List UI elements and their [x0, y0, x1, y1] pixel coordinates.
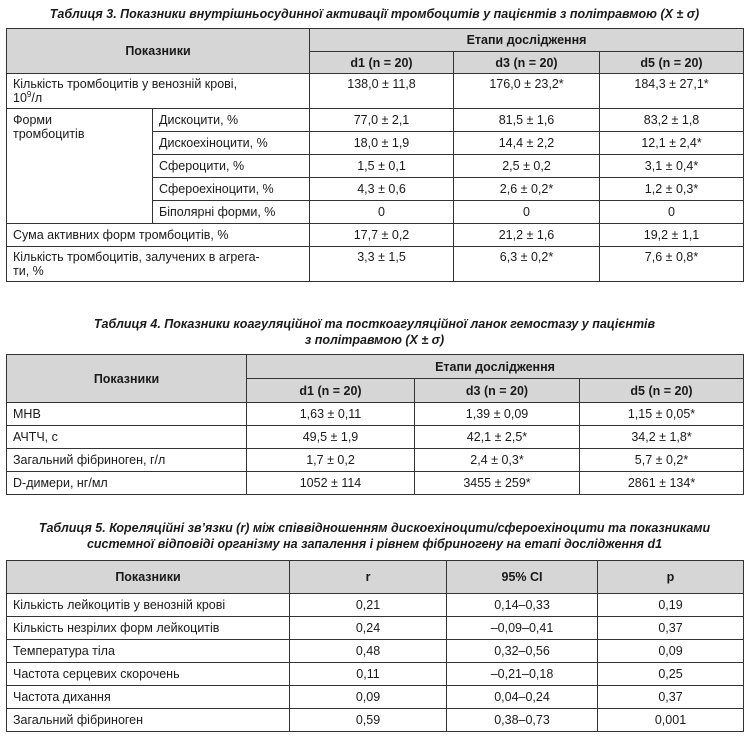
table5-caption — [0, 520, 749, 552]
cell-d1: 17,7 ± 0,2 — [310, 224, 454, 247]
table-row — [7, 247, 744, 282]
cell-d3: 176,0 ± 23,2* — [454, 74, 600, 109]
cell-r: 0,24 — [290, 617, 447, 640]
table4-stage-d1: d1 (n = 20) — [247, 379, 415, 403]
row-label: Дискоцити, % — [153, 109, 310, 132]
cell-ci: 0,38–0,73 — [447, 709, 598, 732]
table-row — [7, 449, 744, 472]
cell-d1: 3,3 ± 1,5 — [310, 247, 454, 282]
cell-r: 0,09 — [290, 686, 447, 709]
cell-d3: 2,4 ± 0,3* — [415, 449, 580, 472]
cell-p: 0,37 — [598, 617, 744, 640]
row-label: Загальний фібриноген — [7, 709, 290, 732]
row-label: Сума активних форм тромбоцитів, % — [7, 224, 310, 247]
table4-caption — [0, 316, 749, 348]
table4-caption-line2: з політравмою (X ± σ) — [304, 333, 445, 347]
cell-d3: 14,4 ± 2,2 — [454, 132, 600, 155]
cell-d1: 77,0 ± 2,1 — [310, 109, 454, 132]
table-row — [7, 617, 744, 640]
table3-stage-d1: d1 (n = 20) — [310, 52, 454, 74]
forms-group-line1: Форми — [13, 113, 52, 127]
table4 — [6, 354, 744, 495]
table5-caption-line1: Таблиця 5. Кореляційні зв’язки (r) між співвідношенням дискоехіноцити/сфероехіноцити та показниками — [38, 521, 711, 535]
row-label: Сфероехіноцити, % — [153, 178, 310, 201]
table-row — [7, 74, 744, 109]
cell-d5: 83,2 ± 1,8 — [600, 109, 744, 132]
table-row — [7, 663, 744, 686]
cell-d5: 1,2 ± 0,3* — [600, 178, 744, 201]
table4-header-indicators: Показники — [7, 355, 247, 403]
table5-caption-line2: системної відповіді організму на запалення і рівнем фібриногену на етапі дослідження d1 — [86, 537, 663, 551]
table-row — [7, 709, 744, 732]
table3 — [6, 28, 744, 282]
cell-d5: 3,1 ± 0,4* — [600, 155, 744, 178]
cell-d3: 21,2 ± 1,6 — [454, 224, 600, 247]
cell-d5: 2861 ± 134* — [580, 472, 744, 495]
cell-d5: 34,2 ± 1,8* — [580, 426, 744, 449]
cell-p: 0,25 — [598, 663, 744, 686]
row-label: Кількість незрілих форм лейкоцитів — [7, 617, 290, 640]
cell-d1: 4,3 ± 0,6 — [310, 178, 454, 201]
cell-d5: 1,15 ± 0,05* — [580, 403, 744, 426]
table3-caption — [0, 6, 749, 22]
cell-ci: –0,09–0,41 — [447, 617, 598, 640]
cell-d3: 81,5 ± 1,6 — [454, 109, 600, 132]
cell-ci: 0,04–0,24 — [447, 686, 598, 709]
cell-p: 0,09 — [598, 640, 744, 663]
row-label — [7, 247, 310, 282]
cell-d1: 18,0 ± 1,9 — [310, 132, 454, 155]
cell-ci: 0,14–0,33 — [447, 594, 598, 617]
row-label: МНВ — [7, 403, 247, 426]
row-label: Сфероцити, % — [153, 155, 310, 178]
cell-r: 0,21 — [290, 594, 447, 617]
cell-r: 0,11 — [290, 663, 447, 686]
cell-d3: 1,39 ± 0,09 — [415, 403, 580, 426]
forms-group-line2: тромбоцитів — [13, 127, 85, 141]
cell-d1: 0 — [310, 201, 454, 224]
cell-d3: 2,6 ± 0,2* — [454, 178, 600, 201]
cell-d5: 5,7 ± 0,2* — [580, 449, 744, 472]
table5-header-ci: 95% CI — [447, 561, 598, 594]
platelets-label-base: 10 — [13, 91, 27, 105]
table5-header-row — [7, 561, 744, 594]
row-label: D-димери, нг/мл — [7, 472, 247, 495]
cell-p: 0,001 — [598, 709, 744, 732]
cell-ci: –0,21–0,18 — [447, 663, 598, 686]
row-label: Дискоехіноцити, % — [153, 132, 310, 155]
table3-header-indicators: Показники — [7, 29, 310, 74]
aggregates-label-line1: Кількість тромбоцитів, залучених в агрега- — [13, 250, 260, 264]
table-row — [7, 224, 744, 247]
row-label — [7, 74, 310, 109]
cell-d5: 0 — [600, 201, 744, 224]
row-label: Загальний фібриноген, г/л — [7, 449, 247, 472]
cell-d5: 19,2 ± 1,1 — [600, 224, 744, 247]
table5 — [6, 560, 744, 732]
platelets-label-unit: /л — [31, 91, 43, 105]
cell-d5: 7,6 ± 0,8* — [600, 247, 744, 282]
cell-p: 0,37 — [598, 686, 744, 709]
row-label: АЧТЧ, с — [7, 426, 247, 449]
table4-caption-line1: Таблиця 4. Показники коагуляційної та посткоагуляційної ланок гемостазу у пацієнтів — [93, 317, 656, 331]
table3-stage-d5: d5 (n = 20) — [600, 52, 744, 74]
table3-header-stages: Етапи дослідження — [310, 29, 744, 52]
cell-d1: 1,7 ± 0,2 — [247, 449, 415, 472]
row-label: Біполярні форми, % — [153, 201, 310, 224]
cell-d5: 184,3 ± 27,1* — [600, 74, 744, 109]
table3-caption-text: Таблиця 3. Показники внутрішньосудинної активації тромбоцитів у пацієнтів з політравмою (X ± σ) — [49, 7, 700, 21]
cell-d3: 0 — [454, 201, 600, 224]
table4-header-row — [7, 355, 744, 379]
row-label: Температура тіла — [7, 640, 290, 663]
cell-d3: 2,5 ± 0,2 — [454, 155, 600, 178]
cell-d5: 12,1 ± 2,4* — [600, 132, 744, 155]
table-row — [7, 472, 744, 495]
cell-ci: 0,32–0,56 — [447, 640, 598, 663]
table4-stage-d3: d3 (n = 20) — [415, 379, 580, 403]
cell-r: 0,59 — [290, 709, 447, 732]
table-row — [7, 403, 744, 426]
platelets-label-line1: Кількість тромбоцитів у венозній крові, — [13, 77, 238, 91]
table3-header-row — [7, 29, 744, 52]
table5-header-r: r — [290, 561, 447, 594]
aggregates-label-line2: ти, % — [13, 264, 44, 278]
row-label: Кількість лейкоцитів у венозній крові — [7, 594, 290, 617]
forms-group-label — [7, 109, 153, 224]
cell-d3: 3455 ± 259* — [415, 472, 580, 495]
cell-d3: 6,3 ± 0,2* — [454, 247, 600, 282]
cell-d1: 1,5 ± 0,1 — [310, 155, 454, 178]
row-label: Частота серцевих скорочень — [7, 663, 290, 686]
cell-d1: 1,63 ± 0,11 — [247, 403, 415, 426]
row-label: Частота дихання — [7, 686, 290, 709]
cell-d1: 1052 ± 114 — [247, 472, 415, 495]
cell-d1: 49,5 ± 1,9 — [247, 426, 415, 449]
table4-header-stages: Етапи дослідження — [247, 355, 744, 379]
platelets-label-exp: 9 — [26, 89, 32, 99]
table-row — [7, 109, 744, 132]
table5-header-indicators: Показники — [7, 561, 290, 594]
table-row — [7, 426, 744, 449]
cell-d3: 42,1 ± 2,5* — [415, 426, 580, 449]
table-row — [7, 686, 744, 709]
cell-p: 0,19 — [598, 594, 744, 617]
cell-r: 0,48 — [290, 640, 447, 663]
table4-stage-d5: d5 (n = 20) — [580, 379, 744, 403]
cell-d1: 138,0 ± 11,8 — [310, 74, 454, 109]
table-row — [7, 594, 744, 617]
table3-stage-d3: d3 (n = 20) — [454, 52, 600, 74]
table-row — [7, 640, 744, 663]
table5-header-p: p — [598, 561, 744, 594]
